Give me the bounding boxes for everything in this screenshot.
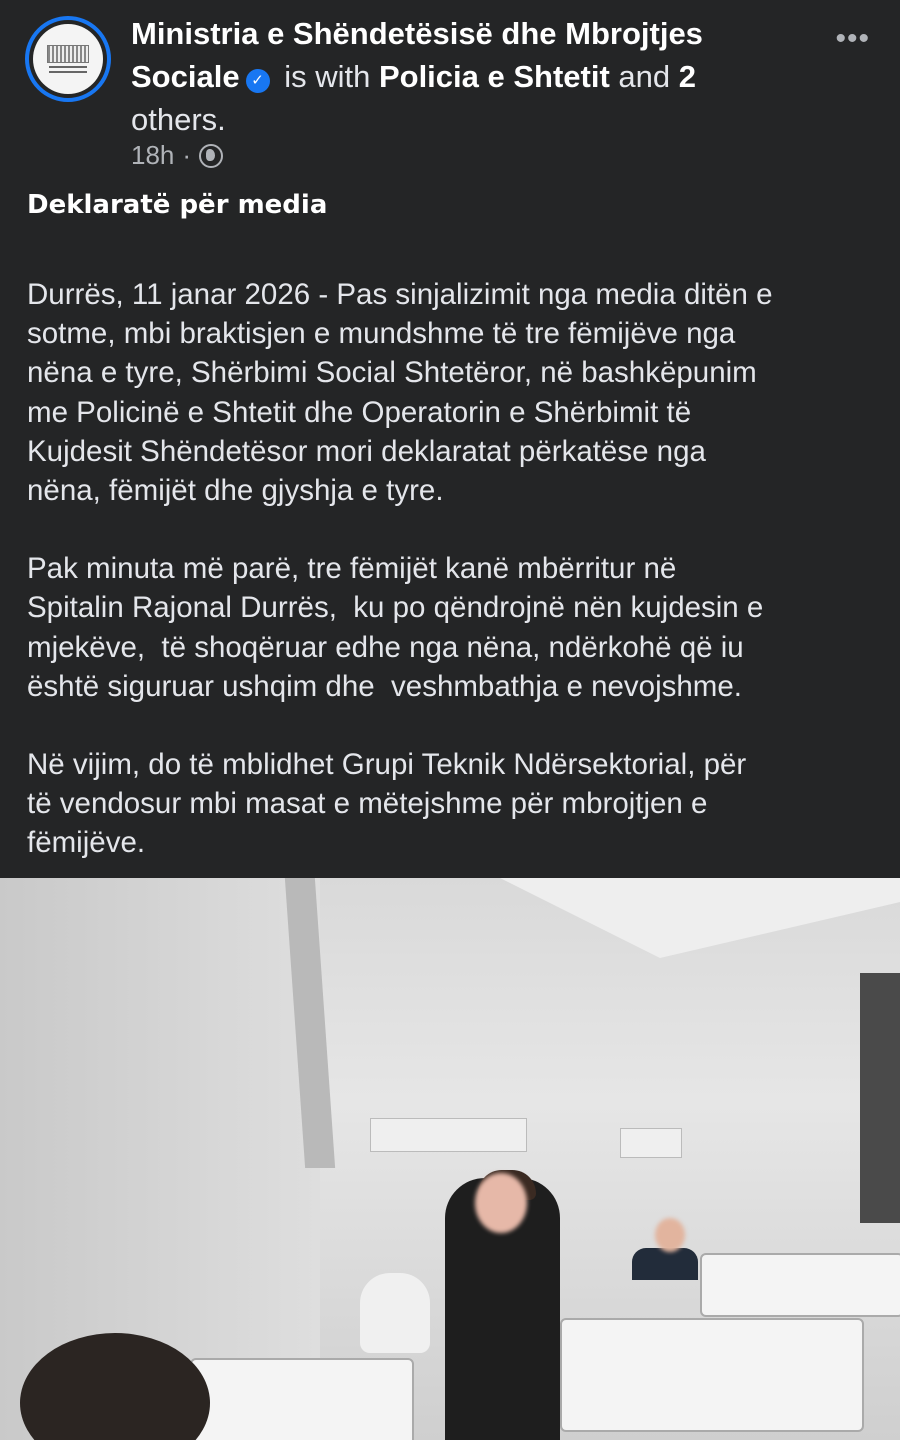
text-line: Kujdesit Shëndetësor mori deklaratat përkatëse nga [27,434,706,468]
text-line: mjekëve, të shoqëruar edhe nga nëna, ndërkohë që iu [27,630,744,664]
text-line: Durrës, 11 janar 2026 - Pas sinjalizimit nga media ditën e [27,278,773,311]
post-photo[interactable] [0,878,900,1440]
bag [360,1273,430,1353]
post-paragraph [27,549,773,706]
page-avatar[interactable] [25,16,111,102]
post-paragraph [27,275,773,510]
blurred-face [475,1173,527,1233]
logo-text-line [49,66,87,68]
window [860,973,900,1223]
post-paragraph [27,745,773,863]
ceiling [500,878,900,958]
text-line: nëna, fëmijët dhe gjyshja e tyre. [27,474,444,508]
author-name-line1[interactable]: Ministria e Shëndetësisë dhe Mbrojtjes [131,16,703,51]
blurred-face [655,1218,685,1252]
child-sitting [632,1248,698,1280]
and-text: and [618,59,671,94]
text-line: Pak minuta më parë, tre fëmijët kanë mbërritur në [27,552,677,586]
others-count[interactable]: 2 [678,59,697,94]
with-text: is with [284,59,371,94]
author-name-line2[interactable]: Sociale [131,59,240,94]
text-line: nëna e tyre, Shërbimi Social Shtetëror, në bashkëpunim [27,356,757,390]
text-line: sotme, mbi braktisjen e mundshme të tre fëmijëve nga [27,317,736,351]
text-line: është siguruar ushqim dhe veshmbathja e nevojshme. [27,669,742,703]
globe-icon [199,144,223,168]
text-line: fëmijëve. [27,826,146,860]
text-line: me Policinë e Shtetit dhe Operatorin e Shërbimit të [27,395,692,429]
others-link[interactable]: others. [131,102,226,137]
logo-text-line [49,71,87,73]
text-line: Spitalin Rajonal Durrës, ku po qëndrojnë nën kujdesin e [27,591,764,625]
hospital-bed [700,1253,900,1317]
post-header [131,12,771,141]
hospital-bed [560,1318,864,1432]
text-line: të vendosur mbi masat e mëtejshme për mbrojtjen e [27,787,708,821]
medical-panel [370,1118,527,1152]
post-body [27,275,773,902]
post-time[interactable]: 18h [131,140,175,170]
post-title: Deklaratë për media [27,190,328,220]
more-options-button[interactable]: ••• [835,22,870,55]
verified-badge-icon: ✓ [246,69,270,93]
building-icon [47,45,89,63]
ministry-logo [33,24,103,94]
post-meta [131,140,223,171]
hospital-bed [190,1358,414,1440]
text-line: Në vijim, do të mblidhet Grupi Teknik Ndërsektorial, për [27,748,747,782]
separator: · [182,140,192,170]
tagged-page-link[interactable]: Policia e Shtetit [378,59,610,94]
medical-panel [620,1128,682,1158]
